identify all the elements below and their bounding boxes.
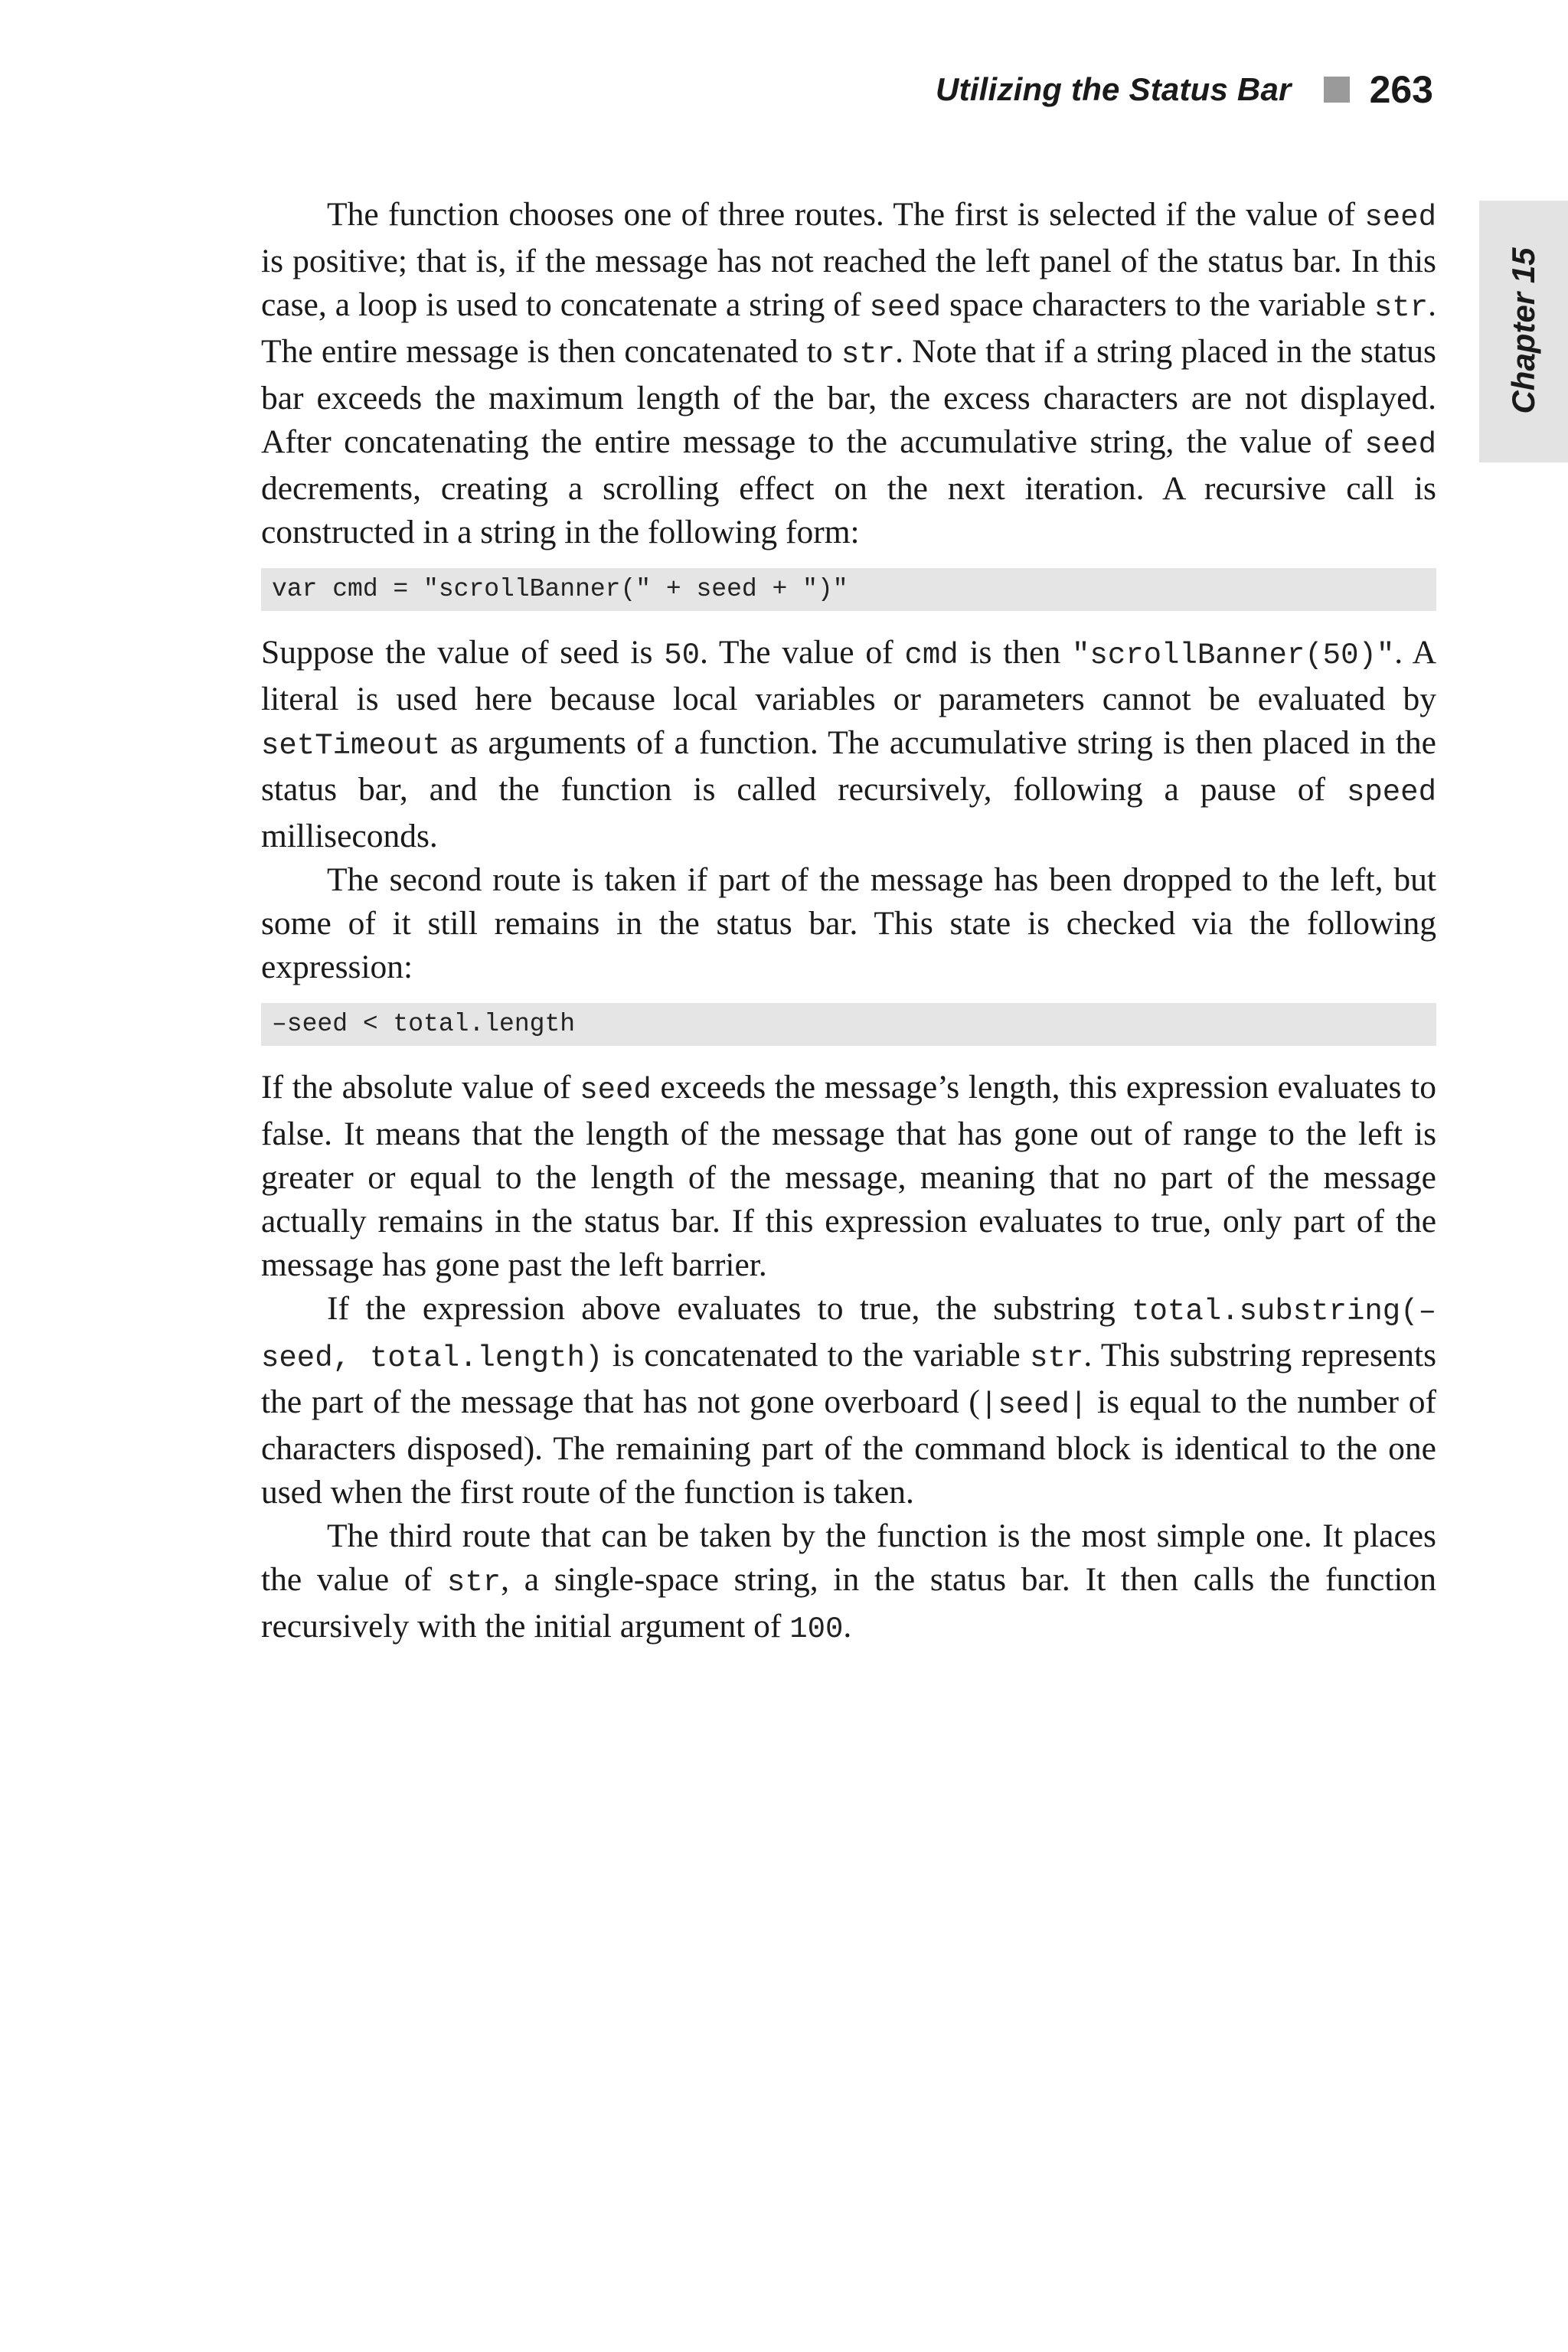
text-run: is positive; that is, if the message has not reached the left panel of the status bar. In this case, a loop is used to concatenate a string of — [261, 243, 1436, 323]
page-number: 263 — [1369, 68, 1433, 111]
inline-code: str — [841, 338, 896, 371]
text-run: . The entire message is then concatenated to — [261, 286, 1436, 370]
inline-code: cmd — [904, 639, 959, 672]
text-run: The third route that can be taken by the function is the most simple one. It places the value of — [261, 1517, 1436, 1598]
inline-code: speed — [1346, 776, 1436, 809]
code-block-2: –seed < total.length — [261, 1003, 1436, 1046]
inline-code: 100 — [789, 1612, 844, 1646]
inline-code: seed — [580, 1073, 652, 1107]
chapter-tab — [1479, 201, 1568, 462]
inline-code: seed — [1364, 201, 1436, 234]
paragraph-6 — [261, 1514, 1436, 1651]
body-text — [261, 193, 1436, 1651]
text-run: is equal to the number of characters disposed). The remaining part of the command block is identical to the one used when the first route of the function is taken. — [261, 1383, 1436, 1511]
inline-code: seed — [869, 291, 942, 325]
text-run: If the absolute value of — [261, 1069, 580, 1106]
text-run: . The value of — [700, 634, 905, 671]
text-run: space characters to the variable — [941, 286, 1374, 323]
text-run: is concatenated to the variable — [603, 1337, 1031, 1374]
text-run: The function chooses one of three routes. The first is selected if the value of — [327, 196, 1365, 233]
inline-code: seed — [1364, 428, 1436, 462]
inline-code: str — [1030, 1341, 1084, 1375]
inline-code: "scrollBanner(50)" — [1072, 639, 1395, 672]
text-run: If the expression above evaluates to true, the substring — [327, 1290, 1132, 1327]
text-run: . — [843, 1608, 852, 1645]
text-run: Suppose the value of seed is — [261, 634, 665, 671]
paragraph-1 — [261, 193, 1436, 554]
paragraph-2 — [261, 631, 1436, 858]
text-run: is then — [958, 634, 1073, 671]
paragraph-5 — [261, 1287, 1436, 1514]
text-run: . Note that if a string placed in the status bar exceeds the maximum length of the bar, the excess characters are not displayed. After concatenating the entire message to the accumulative string, the value of — [261, 333, 1436, 460]
inline-code: 50 — [664, 639, 701, 672]
text-run: . This substring represents the part of the message that has not gone overboard ( — [261, 1337, 1436, 1420]
text-run: , a single-space string, in the status bar. It then calls the function recursively with the initial argument of — [261, 1561, 1436, 1645]
paragraph-3: The second route is taken if part of the message has been dropped to the left, but some of it still remains in the status bar. This state is checked via the following expression: — [261, 861, 1436, 985]
inline-code: total.substring(–seed, total.length) — [261, 1295, 1436, 1375]
header-square-ornament — [1324, 77, 1350, 103]
paragraph-4 — [261, 1066, 1436, 1287]
inline-code: setTimeout — [261, 729, 441, 763]
inline-code: str — [446, 1566, 501, 1599]
chapter-tab-label: Chapter 15 — [1505, 247, 1541, 414]
text-run: decrements, creating a scrolling effect on the next iteration. A recursive call is constructed in a string in the following form: — [261, 470, 1436, 550]
running-header — [936, 67, 1433, 112]
text-run: milliseconds. — [261, 818, 438, 854]
text-run: as arguments of a function. The accumulative string is then placed in the status bar, and the function is called recursively, following a pause of — [261, 724, 1436, 808]
text-run: exceeds the message’s length, this expression evaluates to false. It means that the length of the message that has gone out of range to the left is greater or equal to the length of the message, meaning that no part of the message actually remains in the status bar. If this expression evaluates to true, only part of the message has gone past the left barrier. — [261, 1069, 1437, 1283]
text-run: . A literal is used here because local variables or parameters cannot be evaluated by — [261, 634, 1436, 717]
code-block-1: var cmd = "scrollBanner(" + seed + ")" — [261, 568, 1436, 611]
inline-code: |seed| — [979, 1388, 1088, 1422]
inline-code: str — [1374, 291, 1429, 325]
running-title: Utilizing the Status Bar — [936, 71, 1292, 107]
